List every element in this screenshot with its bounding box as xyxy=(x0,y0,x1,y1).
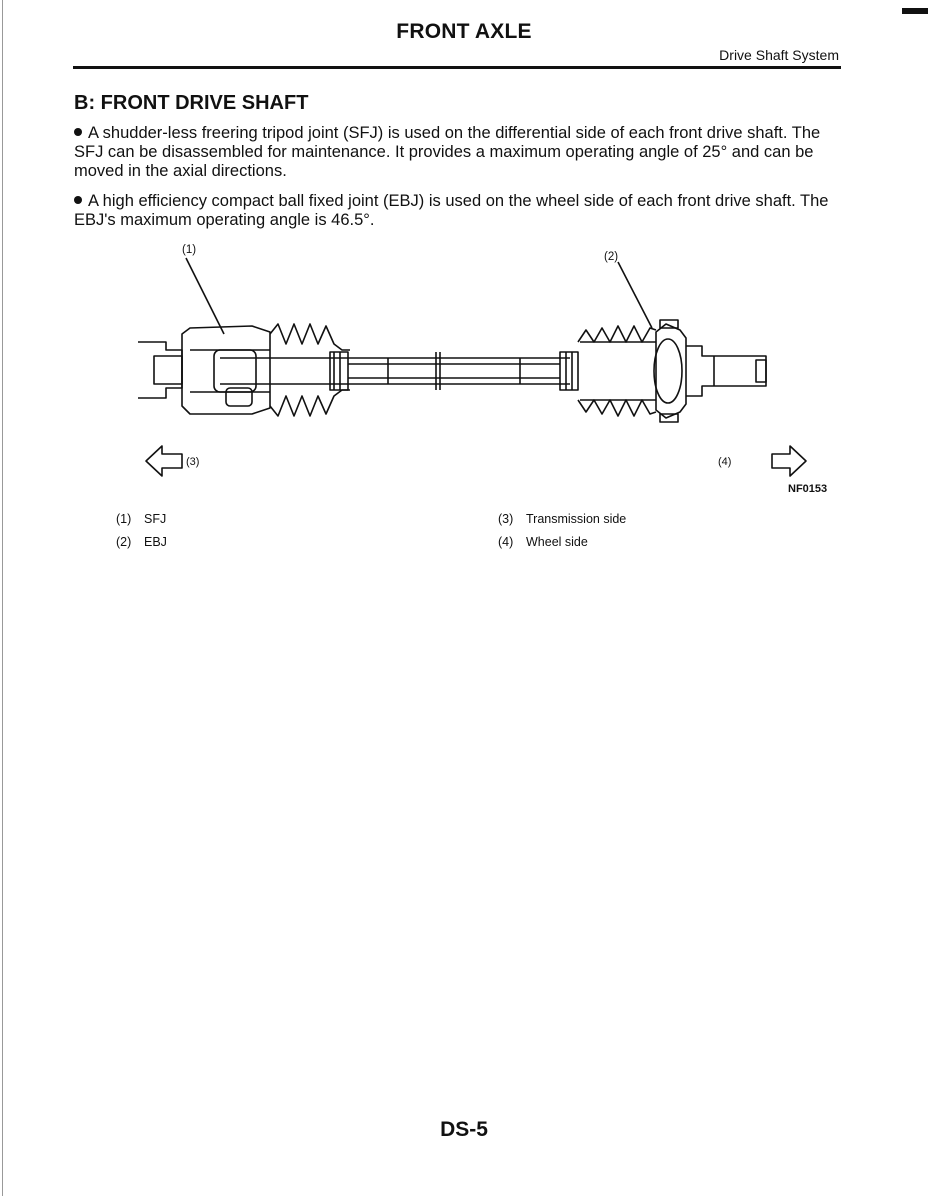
legend-item-4 xyxy=(498,535,588,549)
header-rule xyxy=(73,66,841,69)
ebj-boot-bottom xyxy=(578,400,656,416)
transmission-stub xyxy=(138,342,182,398)
bullet-icon xyxy=(74,128,82,136)
corner-tab-mark xyxy=(902,8,928,14)
legend-label: Wheel side xyxy=(526,535,588,549)
bullet-icon xyxy=(74,196,82,204)
ebj-ball-cage xyxy=(654,339,682,403)
legend-label: Transmission side xyxy=(526,512,627,526)
page-number: DS-5 xyxy=(440,1118,488,1141)
legend-num: (4) xyxy=(498,535,514,549)
callout-3: (3) xyxy=(186,456,200,468)
legend-item-1 xyxy=(116,512,166,526)
arrow-left-icon xyxy=(146,446,182,476)
leader-line-ebj xyxy=(618,262,652,328)
legend-num: (3) xyxy=(498,512,514,526)
sfj-boot-top xyxy=(270,324,350,350)
callout-1: (1) xyxy=(182,244,197,256)
figure-id: NF0153 xyxy=(788,483,828,495)
paragraph-sfj xyxy=(74,124,844,181)
callout-2: (2) xyxy=(604,251,619,263)
paragraph-text: A high efficiency compact ball fixed joint (EBJ) is used on the wheel side of each front drive shaft. The EBJ's maximum operating angle is 46.5°. xyxy=(74,192,829,229)
legend-label: SFJ xyxy=(144,512,167,526)
sfj-tripod xyxy=(214,350,256,392)
drive-shaft-diagram xyxy=(120,238,840,496)
sfj-boot-bottom xyxy=(270,390,350,416)
paragraph-text: A shudder-less freering tripod joint (SFJ) is used on the differential side of each front drive shaft. The SFJ can be disassembled for maintenance. It provides a maximum operating angle of 25° and can be moved in the axial directions. xyxy=(74,124,821,180)
legend-num: (1) xyxy=(116,512,132,526)
section-heading: B: FRONT DRIVE SHAFT xyxy=(74,92,309,114)
legend-label: EBJ xyxy=(144,535,167,549)
ebj-boot-top xyxy=(578,326,656,342)
wheel-spindle xyxy=(686,346,766,396)
legend-num: (2) xyxy=(116,535,132,549)
page-edge xyxy=(2,0,3,1196)
legend-item-2 xyxy=(116,535,167,549)
page-title: FRONT AXLE xyxy=(396,20,532,43)
legend-item-3 xyxy=(498,512,626,526)
leader-line-sfj xyxy=(186,258,224,334)
page-subtitle: Drive Shaft System xyxy=(719,47,839,63)
arrow-right-icon xyxy=(772,446,806,476)
spindle-tip xyxy=(756,360,766,382)
callout-4: (4) xyxy=(718,456,732,468)
stub-spline xyxy=(154,356,182,384)
sfj-roller xyxy=(226,388,252,406)
paragraph-ebj xyxy=(74,192,844,230)
